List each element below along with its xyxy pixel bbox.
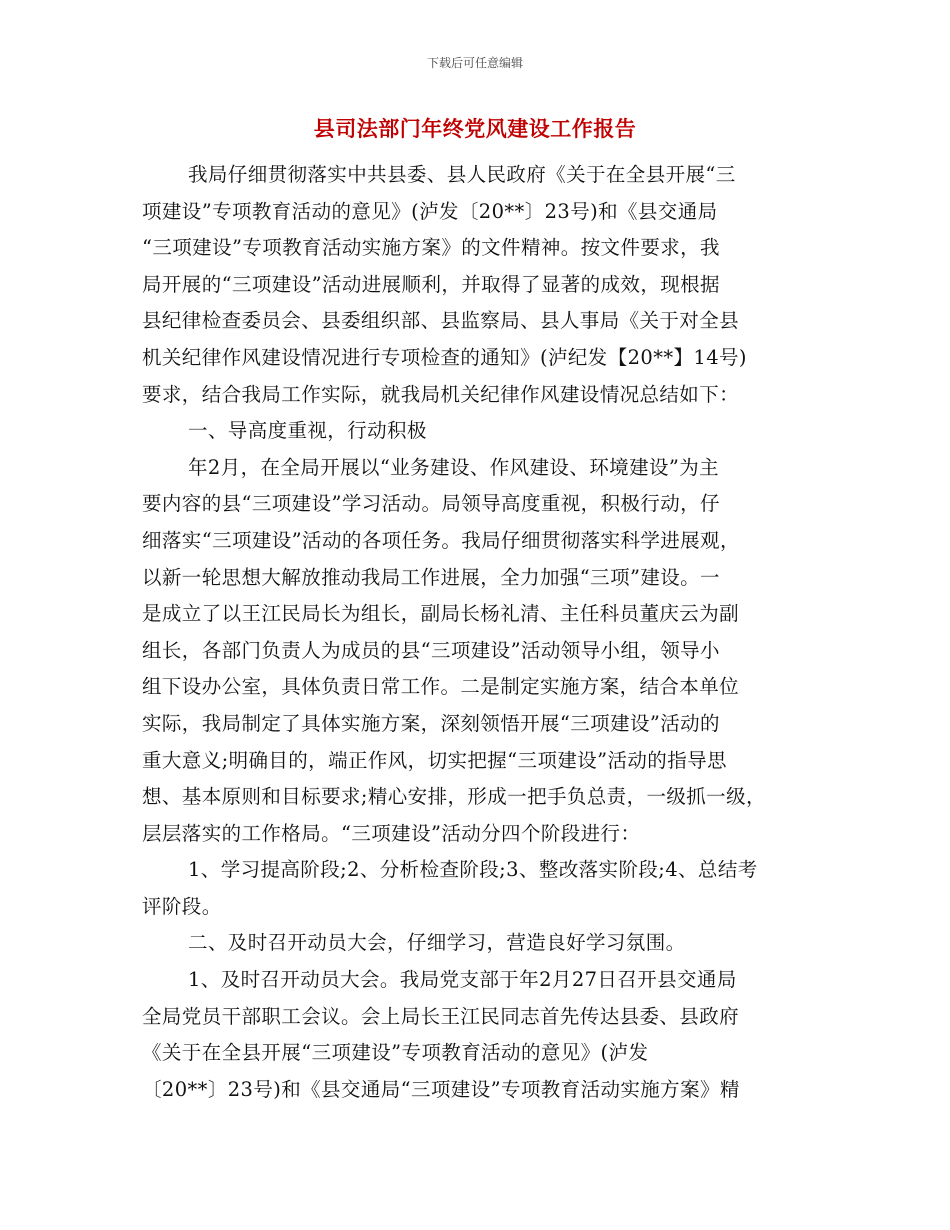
section-heading: 一、导高度重视，行动积极 [188, 419, 427, 443]
text-line: 组长，各部门负责人为成员的县“三项建设”活动领导小组，领导小 [142, 638, 720, 662]
text-line: 1、及时召开动员大会。我局党支部于年2月27日召开县交通局 [188, 968, 737, 992]
text-line: 想、基本原则和目标要求;精心安排，形成一把手负总责，一级抓一级， [142, 785, 766, 809]
text-line: 〔20**〕23号)和《县交通局“三项建设”专项教育活动实施方案》精 [142, 1077, 740, 1101]
text-line: 要内容的县“三项建设”学习活动。局领导高度重视，积极行动，仔 [142, 492, 720, 516]
text-line: 重大意义;明确目的，端正作风，切实把握“三项建设”活动的指导思 [142, 748, 727, 772]
text-line: 层层落实的工作格局。“三项建设”活动分四个阶段进行： [142, 821, 641, 845]
text-line: 全局党员干部职工会议。会上局长王江民同志首先传达县委、县政府 [142, 1004, 740, 1028]
text-line: 局开展的“三项建设”活动进展顺利，并取得了显著的成效，现根据 [142, 272, 720, 296]
text-line: 机关纪律作风建设情况进行专项检查的通知》(泸纪发【20**】14号) [142, 345, 747, 369]
text-line: 评阶段。 [142, 894, 222, 918]
text-line: 年2月，在全局开展以“业务建设、作风建设、环境建设”为主 [188, 455, 720, 479]
header-note: 下载后可任意编辑 [426, 56, 523, 70]
text-line: 项建设”专项教育活动的意见》(泸发〔20**〕23号)和《县交通局 [142, 199, 718, 223]
text-line: 要求，结合我局工作实际，就我局机关纪律作风建设情况总结如下： [142, 382, 740, 406]
text-line: “三项建设”专项教育活动实施方案》的文件精神。按文件要求，我 [142, 236, 720, 260]
text-line: 细落实“三项建设”活动的各项任务。我局仔细贯彻落实科学进展观， [142, 528, 740, 552]
document-title: 县司法部门年终党风建设工作报告 [313, 117, 637, 141]
text-line: 我局仔细贯彻落实中共县委、县人民政府《关于在全县开展“三 [188, 163, 736, 186]
document-body [142, 157, 812, 1108]
section-heading: 二、及时召开动员大会，仔细学习，营造良好学习氛围。 [188, 931, 686, 955]
text-line: 1、学习提高阶段;2、分析检查阶段;3、整改落实阶段;4、总结考 [188, 858, 758, 882]
text-line: 实际，我局制定了具体实施方案，深刻领悟开展“三项建设”活动的 [142, 711, 720, 735]
text-line: 以新一轮思想大解放推动我局工作进展，全力加强“三项”建设。一 [142, 565, 720, 589]
text-line: 县纪律检查委员会、县委组织部、县监察局、县人事局《关于对全县 [142, 309, 740, 333]
text-line: 组下设办公室，具体负责日常工作。二是制定实施方案，结合本单位 [142, 675, 740, 699]
text-line: 是成立了以王江民局长为组长，副局长杨礼清、主任科员董庆云为副 [142, 602, 740, 626]
text-line: 《关于在全县开展“三项建设”专项教育活动的意见》(泸发 [142, 1041, 649, 1065]
